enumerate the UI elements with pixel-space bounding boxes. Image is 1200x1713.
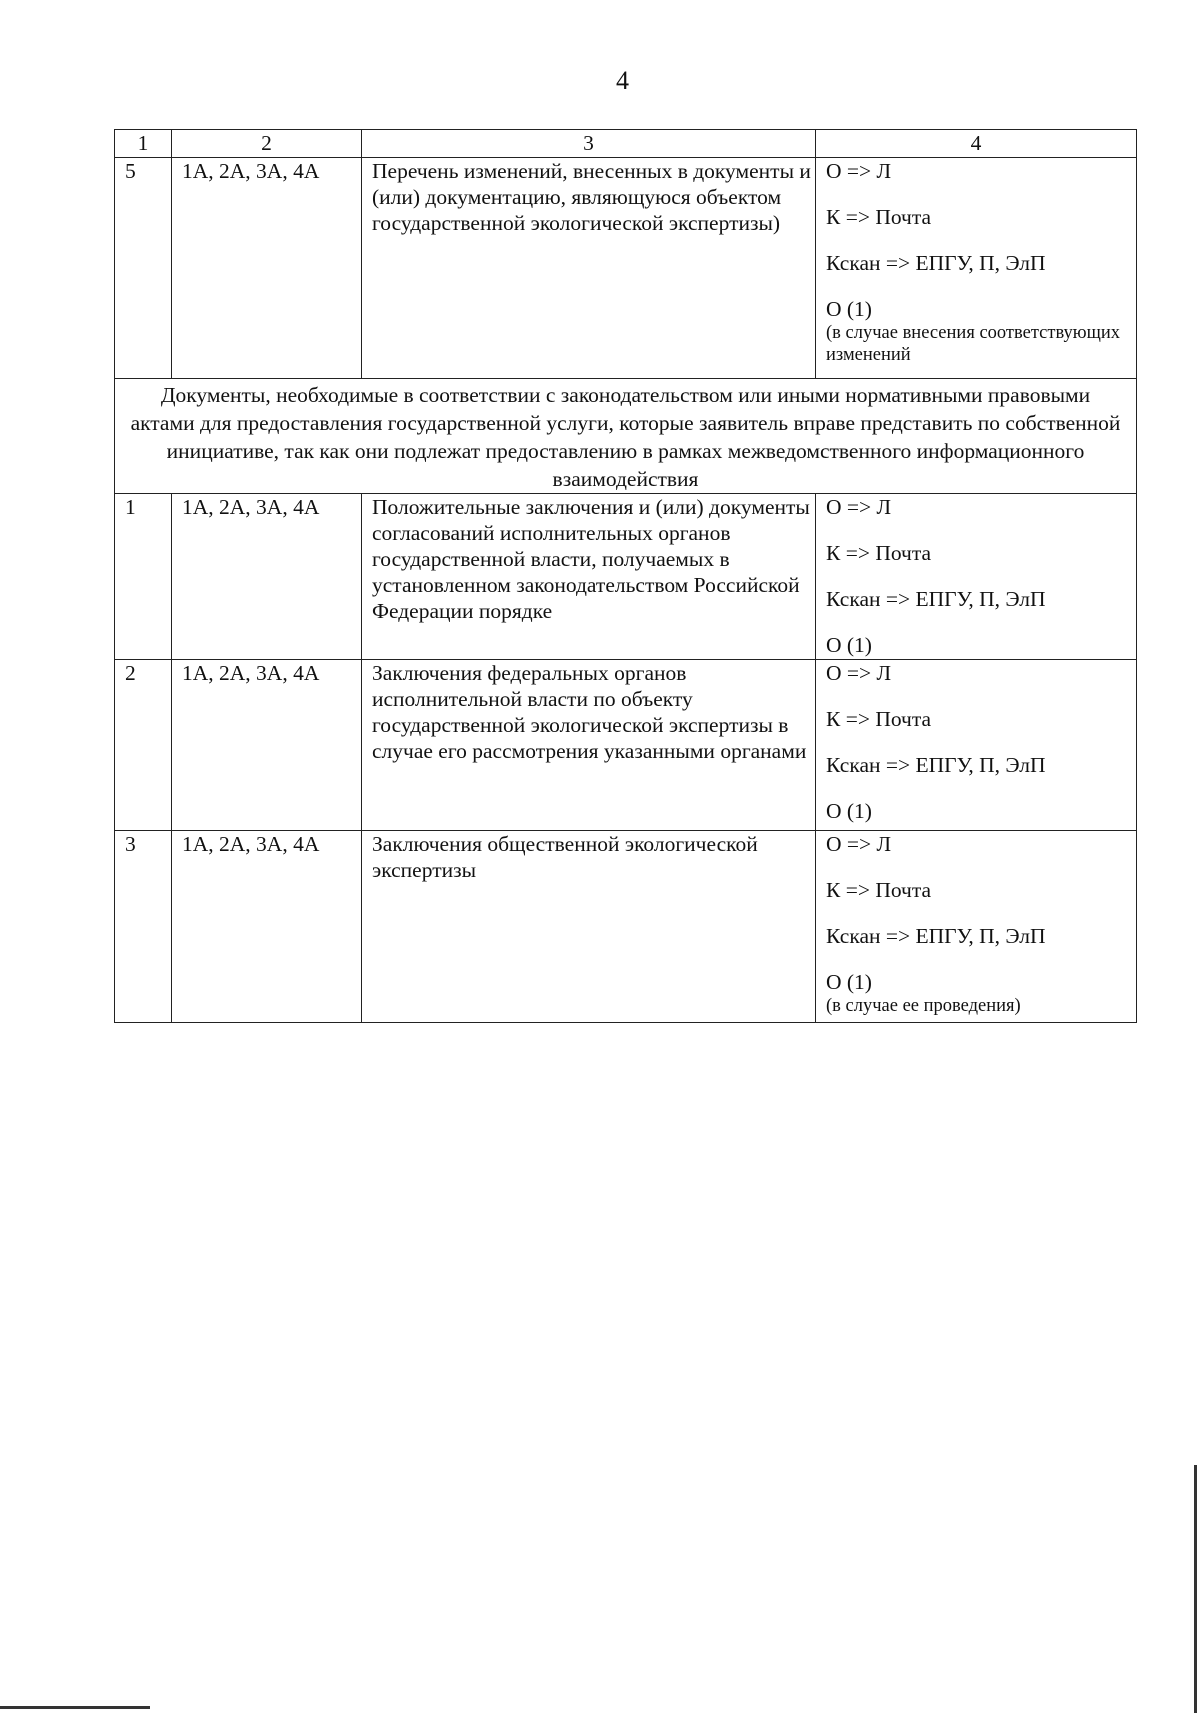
header-cell-1: 1 — [115, 130, 172, 158]
form-copy: К => Почта — [826, 541, 932, 565]
row-code: 1А, 2А, 3А, 4А — [172, 158, 362, 379]
row-description: Заключения общественной экологической экспертизы — [362, 831, 816, 1023]
row-code: 1А, 2А, 3А, 4А — [172, 831, 362, 1023]
header-row — [115, 130, 1137, 158]
form-original: О => Л — [826, 495, 892, 519]
form-count: О (1) — [826, 799, 872, 823]
row-code: 1А, 2А, 3А, 4А — [172, 494, 362, 660]
form-count: О (1) — [826, 633, 872, 657]
form-count: О (1) — [826, 970, 872, 994]
form-scan: Кскан => ЕПГУ, П, ЭлП — [826, 753, 1046, 777]
row-description: Заключения федеральных органов исполнительной власти по объекту государственной экологической экспертизы в случае его рассмотрения указанными органами — [362, 660, 816, 831]
page-number: 4 — [616, 66, 629, 95]
scan-edge-mark-right — [1194, 1465, 1197, 1713]
form-count: О (1) — [826, 297, 872, 321]
form-copy: К => Почта — [826, 707, 932, 731]
form-scan: Кскан => ЕПГУ, П, ЭлП — [826, 924, 1046, 948]
row-number: 1 — [115, 494, 172, 660]
row-number: 5 — [115, 158, 172, 379]
row-forms — [816, 831, 1137, 1023]
form-copy: К => Почта — [826, 878, 932, 902]
form-original: О => Л — [826, 661, 892, 685]
form-original: О => Л — [826, 832, 892, 856]
section-title: Документы, необходимые в соответствии с законодательством или иными нормативными правовыми актами для предоставления государственной услуги, которые заявитель вправе представить по собственной инициативе, так как они подлежат предоставлению в рамках межведомственного информационного взаимодействия — [115, 379, 1137, 494]
table-row — [115, 494, 1137, 660]
form-copy: К => Почта — [826, 205, 932, 229]
form-scan: Кскан => ЕПГУ, П, ЭлП — [826, 587, 1046, 611]
row-code: 1А, 2А, 3А, 4А — [172, 660, 362, 831]
table-row — [115, 158, 1137, 379]
form-scan: Кскан => ЕПГУ, П, ЭлП — [826, 251, 1046, 275]
row-forms — [816, 494, 1137, 660]
row-description: Перечень изменений, внесенных в документы и (или) документацию, являющуюся объектом государственной экологической экспертизы) — [362, 158, 816, 379]
header-cell-2: 2 — [172, 130, 362, 158]
form-note: (в случае внесения соответствующих изменений — [826, 323, 1121, 365]
row-forms — [816, 158, 1137, 379]
table-row — [115, 660, 1137, 831]
row-forms — [816, 660, 1137, 831]
scan-edge-mark-bottom — [0, 1706, 150, 1709]
section-row — [115, 379, 1137, 494]
table-row — [115, 831, 1137, 1023]
documents-table — [114, 129, 1137, 1023]
row-description: Положительные заключения и (или) документы согласований исполнительных органов государственной власти, получаемых в установленном законодательством Российской Федерации порядке — [362, 494, 816, 660]
form-original: О => Л — [826, 159, 892, 183]
form-note: (в случае ее проведения) — [826, 996, 1021, 1016]
row-number: 2 — [115, 660, 172, 831]
header-cell-4: 4 — [816, 130, 1137, 158]
row-number: 3 — [115, 831, 172, 1023]
header-cell-3: 3 — [362, 130, 816, 158]
